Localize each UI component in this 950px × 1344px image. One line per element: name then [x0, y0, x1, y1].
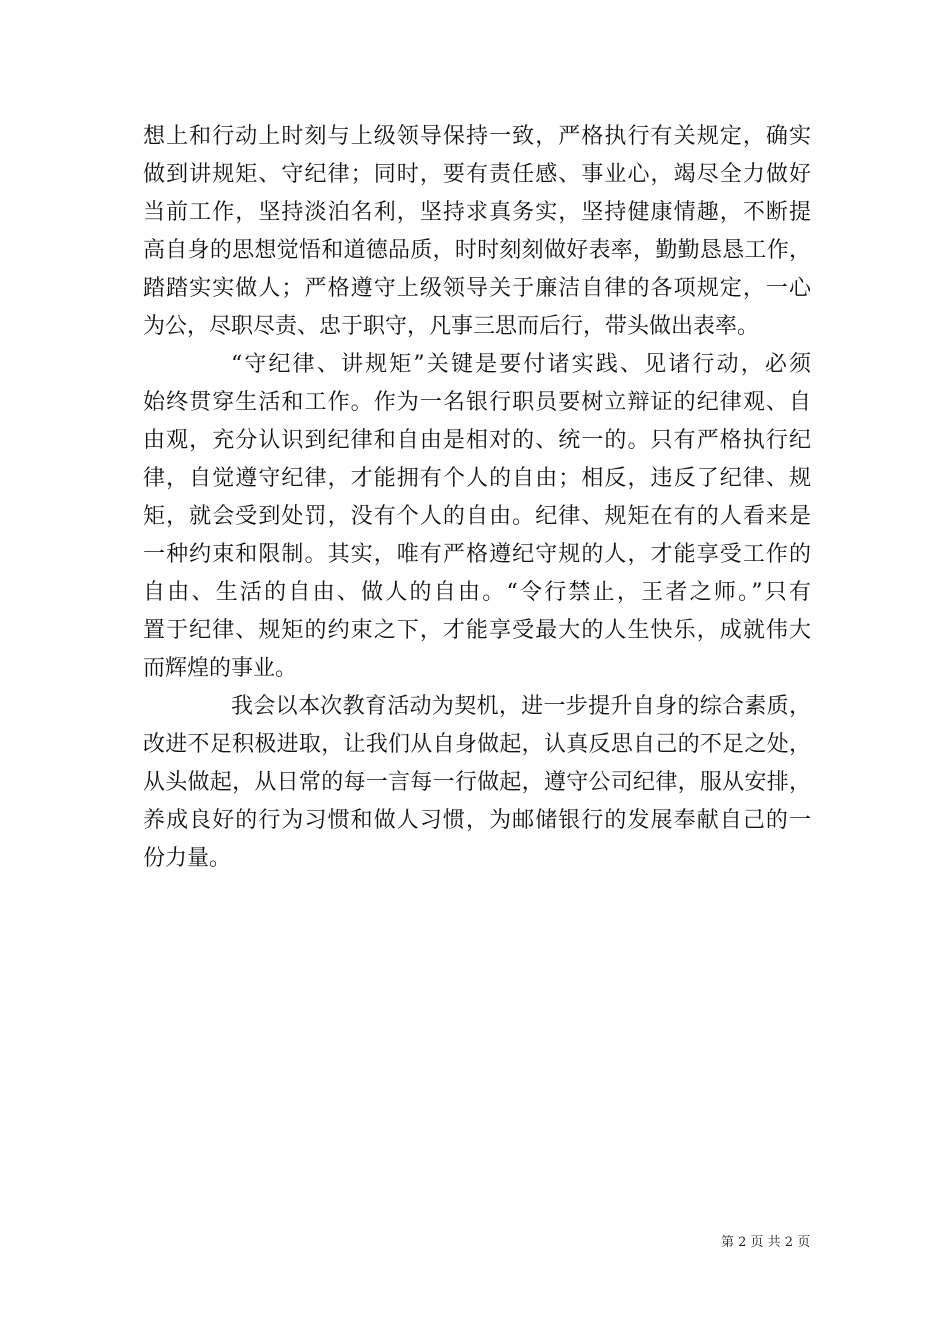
- page-number-footer: 第 2 页 共 2 页: [721, 1235, 811, 1250]
- body-text: [143, 118, 811, 878]
- paragraph-3-line-1: 我会以本次教育活动为契机，进一步提升自身的综合素质，: [231, 694, 811, 719]
- paragraph-3-line-4: 养成良好的行为习惯和做人习惯，为邮储银行的发展奉献自己的一: [143, 808, 811, 833]
- paragraph-2-line-9: 而辉煌的事业。: [143, 656, 298, 681]
- paragraph-1-line-3: 当前工作，坚持淡泊名利，坚持求真务实，坚持健康情趣，不断提: [143, 200, 811, 225]
- paragraph-2-line-1: “守纪律、讲规矩”关键是要付诸实践、见诸行动，必须: [231, 352, 811, 377]
- paragraph-1-line-2: 做到讲规矩、守纪律；同时，要有责任感、事业心，竭尽全力做好: [143, 162, 811, 187]
- paragraph-1-line-5: 踏踏实实做人；严格遵守上级领导关于廉洁自律的各项规定，一心: [143, 276, 811, 301]
- paragraph-2-line-3: 由观，充分认识到纪律和自由是相对的、统一的。只有严格执行纪: [143, 428, 811, 453]
- paragraph-2-line-6: 一种约束和限制。其实，唯有严格遵纪守规的人，才能享受工作的: [143, 542, 811, 567]
- paragraph-2-line-5: 矩，就会受到处罚，没有个人的自由。纪律、规矩在有的人看来是: [143, 504, 811, 529]
- paragraph-3-line-5: 份力量。: [143, 846, 232, 871]
- paragraph-2-line-7: 自由、生活的自由、做人的自由。“令行禁止，王者之师。”只有: [143, 580, 811, 605]
- paragraph-2-line-8: 置于纪律、规矩的约束之下，才能享受最大的人生快乐，成就伟大: [143, 618, 811, 643]
- paragraph-2-line-2: 始终贯穿生活和工作。作为一名银行职员要树立辩证的纪律观、自: [143, 390, 811, 415]
- paragraph-2-line-4: 律，自觉遵守纪律，才能拥有个人的自由；相反，违反了纪律、规: [143, 466, 811, 491]
- paragraph-3-line-3: 从头做起，从日常的每一言每一行做起，遵守公司纪律，服从安排，: [143, 770, 811, 795]
- paragraph-1-line-4: 高自身的思想觉悟和道德品质，时时刻刻做好表率，勤勤恳恳工作，: [143, 238, 811, 263]
- paragraph-1-line-6: 为公，尽职尽责、忠于职守，凡事三思而后行，带头做出表率。: [143, 314, 760, 339]
- paragraph-3-line-2: 改进不足积极进取，让我们从自身做起，认真反思自己的不足之处，: [143, 732, 811, 757]
- paragraph-1-line-1: 想上和行动上时刻与上级领导保持一致，严格执行有关规定，确实: [143, 124, 811, 149]
